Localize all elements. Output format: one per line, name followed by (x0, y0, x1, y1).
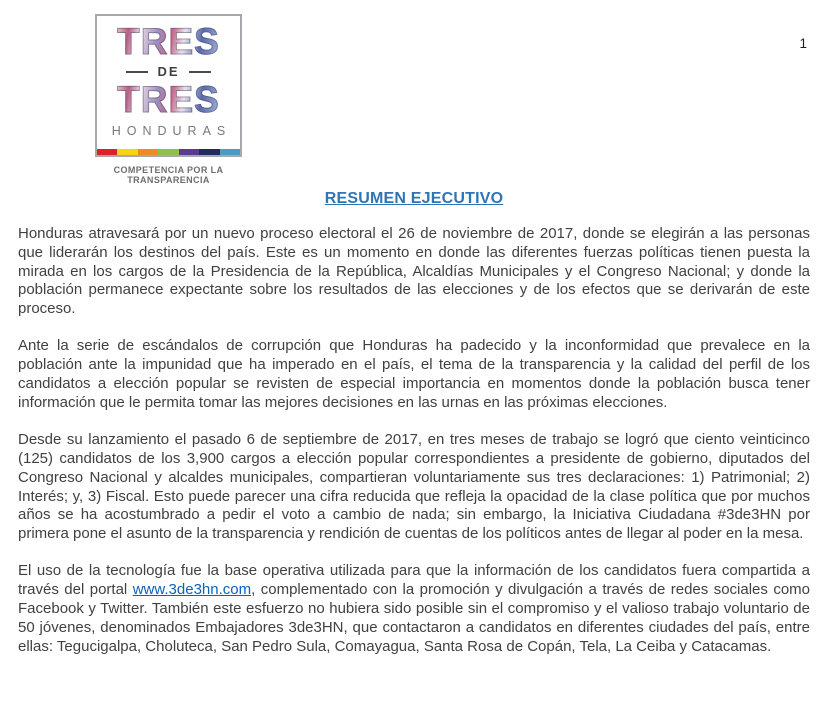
paragraph-1: Honduras atravesará por un nuevo proceso electoral el 26 de noviembre de 2017, donde se elegirán a las personas que liderarán los destinos del país. Este es un momento en donde las diferentes fuerzas políticas tienen puesta la mirada en los cargos de la Presidencia de la República, Alcaldías Municipales y el Congreso Nacional; y donde la población permanece expectante sobre los resultados de las elecciones y de los efectos que se derivarán de este proceso. (18, 225, 810, 318)
paragraph-2: Ante la serie de escándalos de corrupción que Honduras ha padecido y la inconformidad que prevalece en la población ante la impunidad que ha imperado en el país, el tema de la transparencia y la calidad del perfil de los candidatos a elección popular se revisten de especial importancia en momentos donde la población busca tener información que le permita tomar las mejores decisiones en las urnas en las próximas elecciones. (18, 337, 810, 411)
dash-right (189, 71, 211, 73)
stripe-segment (179, 149, 199, 155)
logo-country-label: HONDURAS (111, 124, 232, 138)
page-number: 1 (799, 36, 807, 51)
paragraph-4-after-link: , complementado con la promoción y divulgación a través de redes sociales como Facebook y Twitter. También este esfuerzo no hubiera sido posible sin el compromiso y el valioso trabajo voluntario de 50 jóvenes, denominados Embajadores 3de3HN, que contactaron a candidatos en diferentes ciudades del país, entre ellas: Tegucigalpa, Choluteca, San Pedro Sula, Comayagua, Santa Rosa de Copán, Tela, La Ceiba y Catacamas. (18, 581, 811, 655)
page-header (0, 0, 828, 184)
stripe-segment (220, 149, 240, 155)
logo-rainbow-stripe (97, 149, 240, 155)
document-title: RESUMEN EJECUTIVO (324, 190, 504, 207)
tres-de-tres-logo (95, 14, 242, 157)
document-body (0, 190, 828, 656)
website-link[interactable]: www.3de3hn.com (132, 581, 252, 599)
stripe-segment (138, 149, 158, 155)
logo-word-de: DE (157, 64, 180, 79)
stripe-segment (158, 149, 178, 155)
paragraph-4 (18, 562, 810, 656)
logo-word-tres-top: TRES (97, 23, 240, 60)
logo-de-row (97, 64, 240, 79)
logo-caption: COMPETENCIA POR LA TRANSPARENCIA (113, 165, 224, 185)
stripe-segment (117, 149, 137, 155)
stripe-segment (97, 149, 117, 155)
paragraph-3: Desde su lanzamiento el pasado 6 de septiembre de 2017, en tres meses de trabajo se logró que ciento veinticinco (125) candidatos de los 3,900 cargos a elección popular correspondientes a presidente de gobierno, diputados del Congreso Nacional y alcaldes municipales, compartieran voluntariamente sus tres declaraciones: 1) Patrimonial; 2) Interés; y, 3) Fiscal. Esto puede parecer una cifra reducida que refleja la opacidad de la clase política que por muchos años se ha acostumbrado a pedir el voto a cambio de nada; sin embargo, la Iniciativa Ciudadana #3de3HN por primera pone el asunto de la transparencia y rendición de cuentas de los políticos antes de llegar al poder en la mesa. (18, 431, 810, 543)
paragraph-4-before-link: El uso de la tecnología fue la base operativa utilizada para que la información de los candidatos fuera compartida a través del portal (18, 562, 810, 599)
stripe-segment (199, 149, 219, 155)
dash-left (126, 71, 148, 73)
logo-word-tres-bottom: TRES (97, 81, 240, 118)
